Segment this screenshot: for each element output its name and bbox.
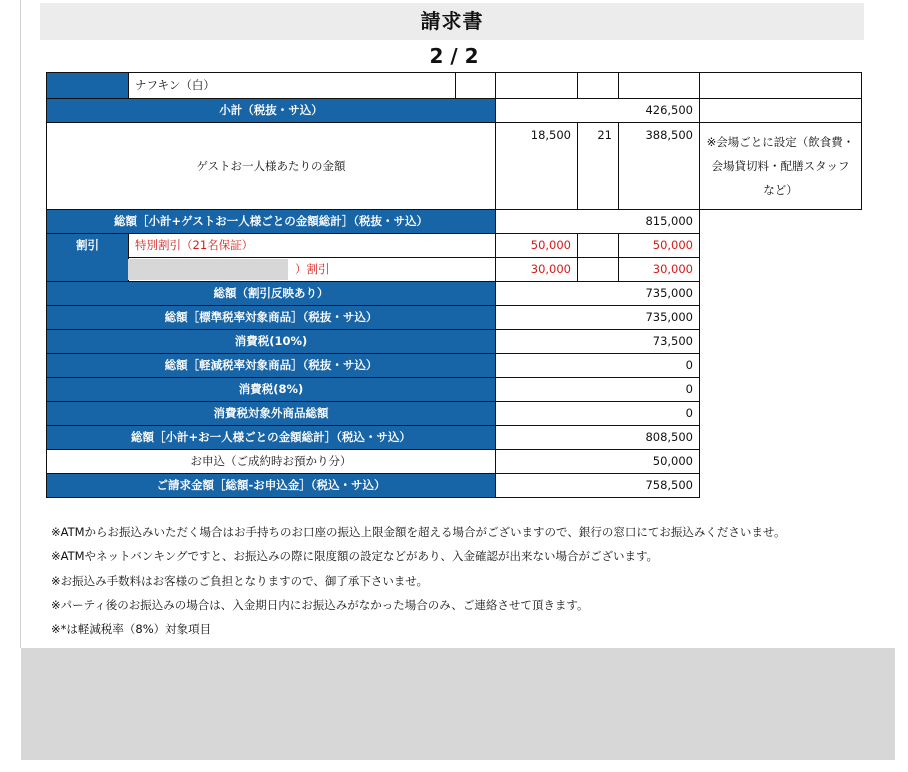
note-line: ※お振込み手数料はお客様のご負担となりますので、御了承下さいませ。	[51, 573, 429, 588]
napkin-extra-cell	[456, 73, 496, 99]
billing-label: ご請求金額［総額-お申込金］（税込・サ込）	[47, 474, 496, 498]
discount-item-amount: 30,000	[619, 258, 700, 282]
summary-amount: 0	[496, 402, 700, 426]
table-row-summary	[47, 402, 862, 426]
table-row-discount-1	[47, 234, 862, 258]
note-line: ※ATMからお振込みいただく場合はお手持ちのお口座の振込上限金額を超える場合がございますので、銀行の窓口にてお振込みくださいませ。	[51, 525, 786, 539]
summary-label: 消費税(10%)	[47, 330, 496, 354]
page-edge-line	[20, 0, 21, 648]
napkin-unit-cell	[496, 73, 578, 99]
summary-amount: 735,000	[496, 282, 700, 306]
discount-item-name: 特別割引（21名保証）	[129, 234, 496, 258]
table-row-summary	[47, 282, 862, 306]
table-row-summary	[47, 330, 862, 354]
discount-item-name: ）割引	[129, 258, 496, 282]
total-before-amount: 815,000	[496, 210, 700, 234]
summary-label: 総額（割引反映あり）	[47, 282, 496, 306]
summary-label: 総額［軽減税率対象商品］（税抜・サ込）	[47, 354, 496, 378]
table-row-subtotal	[47, 99, 862, 123]
summary-amount: 735,000	[496, 306, 700, 330]
notes-list	[51, 520, 785, 641]
per-guest-label: ゲストお一人様あたりの金額	[47, 123, 496, 210]
summary-amount: 0	[496, 354, 700, 378]
summary-label: 総額［標準税率対象商品］（税抜・サ込）	[47, 306, 496, 330]
table-row-summary	[47, 426, 862, 450]
napkin-amount-cell	[619, 73, 700, 99]
note-line: ※パーティ後のお振込みの場合は、入金期日内にお振込みがなかった場合のみ、ご連絡させて頂きます。	[51, 597, 589, 612]
note-line: ※ATMやネットバンキングですと、お振込みの際に限度額の設定などがあり、入金確認が出来ない場合がございます。	[51, 549, 659, 564]
table-row-deposit	[47, 450, 862, 474]
napkin-qty-cell	[578, 73, 619, 99]
table-row-per-guest	[47, 123, 862, 210]
summary-label: 消費税対象外商品総額	[47, 402, 496, 426]
per-guest-qty: 21	[578, 123, 619, 210]
summary-amount: 0	[496, 378, 700, 402]
discount-item-amount: 50,000	[619, 234, 700, 258]
napkin-note-cell	[700, 73, 862, 99]
summary-amount: 808,500	[496, 426, 700, 450]
per-guest-note: ※会場ごとに設定（飲食費・会場貸切料・配膳スタッフなど）	[700, 123, 862, 210]
table-row-napkin	[47, 73, 862, 99]
table-row-summary	[47, 354, 862, 378]
subtotal-amount: 426,500	[496, 99, 700, 123]
document-title: 請求書	[40, 3, 864, 40]
subtotal-note-cell	[700, 99, 862, 123]
napkin-item-name: ナフキン（白）	[129, 73, 456, 99]
redacted-footer-block	[21, 648, 895, 760]
deposit-amount: 50,000	[496, 450, 700, 474]
per-guest-amount: 388,500	[619, 123, 700, 210]
discount-label: 割引	[47, 234, 129, 282]
discount-item-unit: 30,000	[496, 258, 578, 282]
table-row-summary	[47, 306, 862, 330]
table-row-billing	[47, 474, 862, 498]
invoice-table	[46, 72, 862, 498]
subtotal-label: 小計（税抜・サ込）	[47, 99, 496, 123]
table-row-summary	[47, 378, 862, 402]
summary-label: 消費税(8%)	[47, 378, 496, 402]
billing-amount: 758,500	[496, 474, 700, 498]
summary-label: 総額［小計+お一人様ごとの金額総計］（税込・サ込）	[47, 426, 496, 450]
note-line: ※*は軽減税率（8%）対象項目	[51, 622, 212, 637]
table-row-total-before-discount	[47, 210, 862, 234]
discount-item-unit: 50,000	[496, 234, 578, 258]
discount-item-qty	[578, 234, 619, 258]
summary-amount: 73,500	[496, 330, 700, 354]
napkin-category-cell	[47, 73, 129, 99]
deposit-label: お申込（ご成約時お預かり分）	[47, 450, 496, 474]
total-before-label: 総額［小計+ゲストお一人様ごとの金額総計］（税抜・サ込）	[47, 210, 496, 234]
discount-item-qty	[578, 258, 619, 282]
redacted-block	[128, 259, 288, 280]
page-number: 2 / 2	[429, 44, 479, 68]
per-guest-unit-price: 18,500	[496, 123, 578, 210]
